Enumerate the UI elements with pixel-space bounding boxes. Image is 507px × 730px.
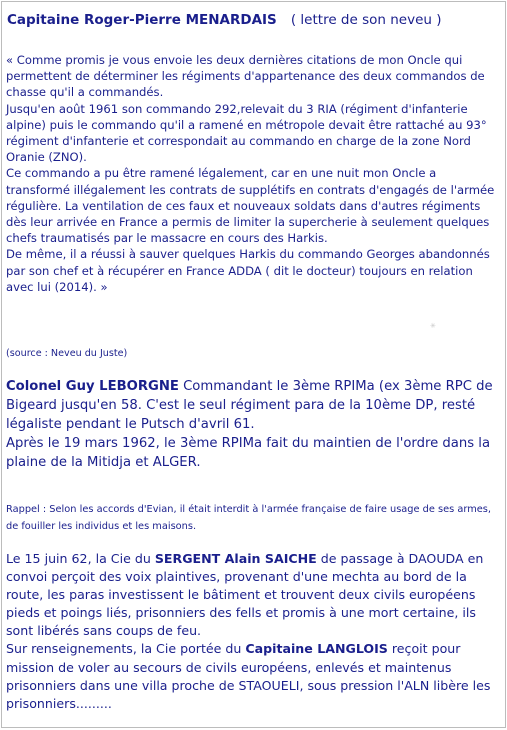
title-name: Capitaine Roger-Pierre MENARDAIS — [7, 12, 277, 28]
langlois-text-2: reçoit pour mission de voler au secours de civils européens, enlevés et maintenus prisonniers dans une villa proche de STAOUELI, sous pression l'ALN libère les prisonniers......... — [6, 641, 491, 711]
title-spacer — [281, 12, 286, 28]
langlois-text: Sur renseignements, la Cie portée du — [6, 641, 246, 657]
leborgne-paragraph — [6, 377, 501, 434]
leborgne-paragraph-2: Après le 19 mars 1962, le 3ème RPIMa fait du maintien de l'ordre dans la plaine de la Mitidja et ALGER. — [6, 436, 491, 470]
langlois-name: Capitaine LANGLOIS — [245, 641, 388, 657]
saiche-paragraph — [6, 550, 501, 640]
title-subtitle: ( lettre de son neveu ) — [290, 12, 442, 28]
letter-body — [6, 52, 501, 295]
letter-paragraph: Jusqu'en août 1961 son commando 292,relevait du 3 RIA (régiment d'infanterie alpine) puis le commando qu'il a ramené en métropole devait être rattaché au 93° régiment d'infanterie et correspondait au commando en charge de la zone Nord Oranie (ZNO). — [6, 101, 487, 165]
leborgne-text: Commandant le 3ème RPIMa (ex 3ème RPC de Bigeard jusqu'en 58. C'est le seul régiment para de la 10ème DP, resté légaliste pendant le Putsch d'avril 61. — [6, 379, 493, 432]
leborgne-section — [6, 377, 501, 472]
saiche-name: SERGENT Alain SAICHE — [154, 551, 317, 566]
letter-paragraph: Ce commando a pu être ramené légalement, car en une nuit mon Oncle a transformé illégalement les contrats de supplétifs en contrats d'engagés de l'armée régulière. La ventilation de ces faux et nouveaux soldats dans d'autres régiments dès leur arrivée en France a permis de limiter la supercherie à seulement quelques chefs traumatisés par le massacre en cours des Harkis. — [6, 166, 495, 246]
langlois-paragraph — [6, 640, 501, 712]
source-note: (source : Neveu du Juste) — [6, 348, 128, 359]
document-title — [6, 11, 501, 29]
letter-paragraph: De même, il a réussi à sauver quelques Harkis du commando Georges abandonnés par son chef et à récupérer en France ADDA ( dit le docteur) toujours en relation avec lui (2014). » — [6, 247, 490, 294]
saiche-text: Le 15 juin 62, la Cie du — [6, 551, 155, 566]
saiche-section — [6, 550, 501, 713]
rappel-note: Rappel : Selon les accords d'Evian, il était interdit à l'armée française de faire usage de ses armes, de fouiller les individus et les maisons. — [6, 504, 492, 532]
speck-mark: ✳ — [430, 322, 436, 330]
saiche-text-2: de passage à DAOUDA en convoi perçoit des voix plaintives, provenant d'une mechta au bord de la route, les paras investissent le bâtiment et trouvent deux civils européens pieds et poings liés, prisonniers des fells et promis à une mort certaine, ils sont libérés sans coups de feu. — [6, 551, 484, 639]
document-page — [1, 1, 506, 728]
leborgne-name: Colonel Guy LEBORGNE — [6, 379, 179, 394]
letter-paragraph: « Comme promis je vous envoie les deux dernières citations de mon Oncle qui permettent de déterminer les régiments d'appartenance des deux commandos de chasse qu'il a commandés. — [6, 53, 485, 100]
